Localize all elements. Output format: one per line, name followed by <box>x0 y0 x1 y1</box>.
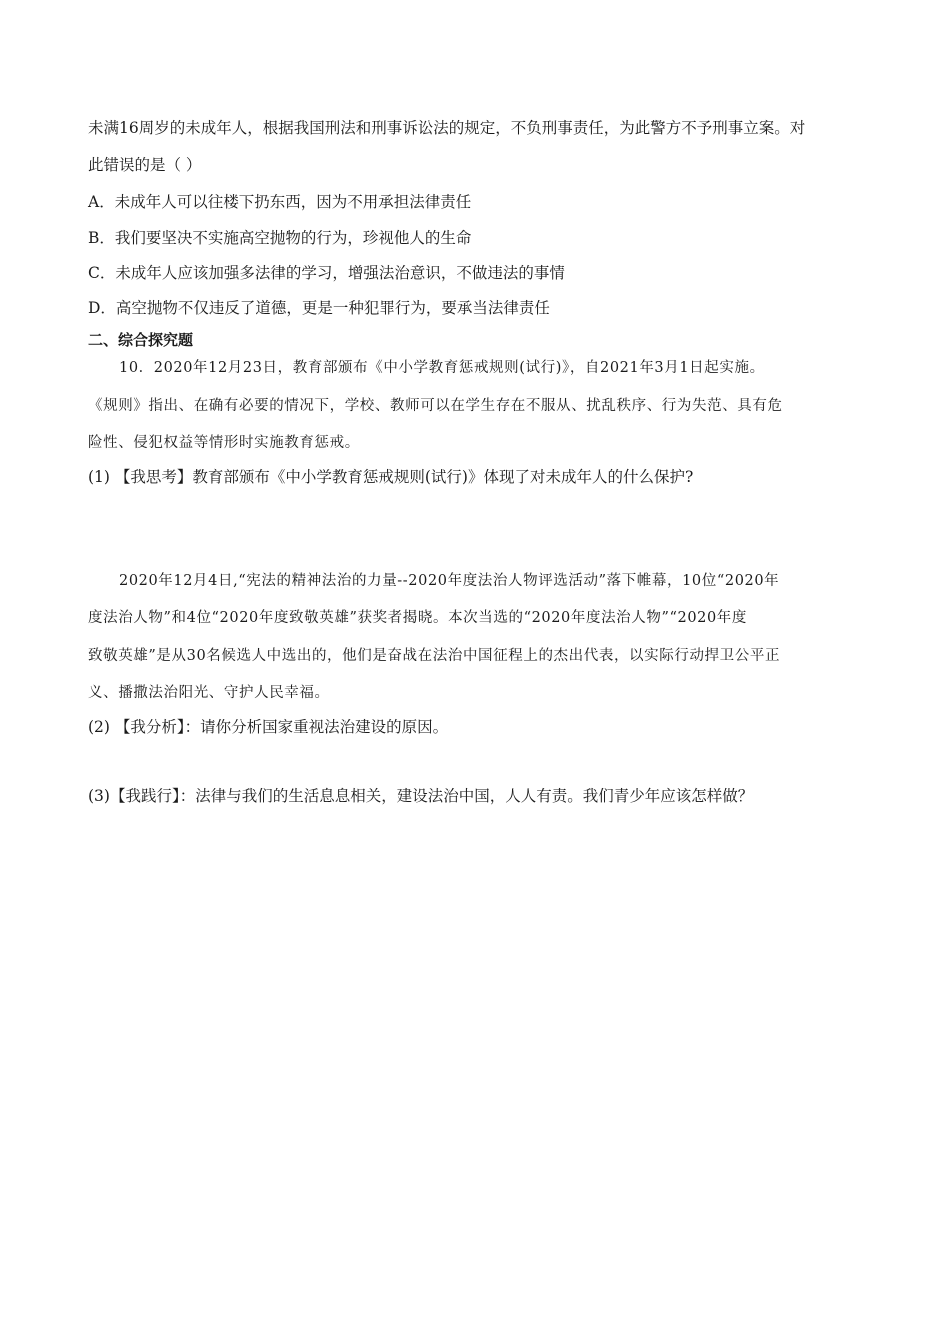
question10-material1-line2: 《规则》指出、在确有必要的情况下，学校、教师可以在学生存在不服从、扰乱秩序、行为失范、具有危 <box>88 398 783 414</box>
question10-material1-line3: 险性、侵犯权益等情形时实施教育惩戒。 <box>88 435 360 451</box>
question9-stem-line1: 未满16周岁的未成年人，根据我国刑法和刑事诉讼法的规定，不负刑事责任，为此警方不予刑事立案。对 <box>88 119 806 137</box>
question10-sub1: (1) 【我思考】教育部颁布《中小学教育惩戒规则(试行)》体现了对未成年人的什么保护? <box>88 468 694 486</box>
question10-material2-line4: 义、播撒法治阳光、守护人民幸福。 <box>88 685 330 701</box>
question10-material1-line1: 10．2020年12月23日，教育部颁布《中小学教育惩戒规则(试行)》，自2021年3月1日起实施。 <box>119 360 765 376</box>
question9-option-c: C．未成年人应该加强多法律的学习，增强法治意识，不做违法的事情 <box>88 264 565 282</box>
question9-option-a: A．未成年人可以往楼下扔东西，因为不用承担法律责任 <box>88 193 472 211</box>
question10-sub3: (3)【我践行】：法律与我们的生活息息相关，建设法治中国，人人有责。我们青少年应该怎样做？ <box>88 787 754 805</box>
question10-material2-line1: 2020年12月4日,“宪法的精神法治的力量--2020年度法治人物评选活动”落下帷幕，10位“2020年 <box>119 573 780 589</box>
question9-option-b: B．我们要坚决不实施高空抛物的行为，珍视他人的生命 <box>88 229 472 247</box>
question9-stem-line2: 此错误的是（ ） <box>88 156 202 174</box>
section-heading: 二、综合探究题 <box>88 331 194 349</box>
question9-option-d: D．高空抛物不仅违反了道德，更是一种犯罪行为，要承当法律责任 <box>88 299 550 317</box>
question10-sub2: (2) 【我分析】：请你分析国家重视法治建设的原因。 <box>88 718 449 736</box>
question10-material2-line2: 度法治人物”和4位“2020年度致敬英雄”获奖者揭晓。本次当选的“2020年度法治人物”“2020年度 <box>88 610 748 626</box>
question10-material2-line3: 致敬英雄”是从30名候选人中选出的，他们是奋战在法治中国征程上的杰出代表，以实际行动捍卫公平正 <box>88 648 781 664</box>
